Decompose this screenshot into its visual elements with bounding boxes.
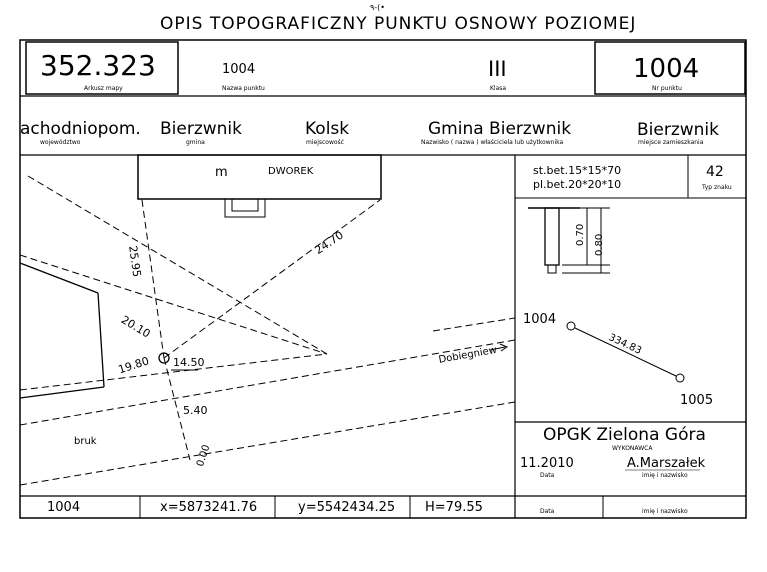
stamp-mark: ٩-(• [370, 3, 386, 12]
distance-label: 19.80 [116, 354, 151, 377]
coord-h: H=79.55 [425, 500, 483, 515]
marker-spec-1: st.bet.15*15*70 [533, 164, 622, 177]
point-number: 1004 [633, 54, 700, 84]
distance-label: 25.95 [126, 244, 144, 278]
check-name-label: imię i nazwisko [642, 508, 688, 515]
commune-label: gmina [186, 139, 205, 146]
point-number-label: Nr punktu [652, 85, 682, 92]
residence-label: miejsce zamieszkania [638, 139, 704, 146]
commune: Bierzwnik [160, 119, 243, 139]
voivodeship: achodniopom. [20, 119, 141, 139]
voivodeship-label: województwo [40, 139, 81, 146]
class-label: Klasa [490, 85, 507, 92]
locality: Kolsk [305, 119, 350, 139]
marker-spec-2: pl.bet.20*20*10 [533, 178, 622, 191]
residence: Bierzwnik [637, 120, 720, 140]
building-name: DWOREK [268, 166, 314, 177]
coord-y: y=5542434.25 [298, 500, 396, 515]
point-name: 1004 [222, 62, 256, 77]
building-symbol: m [215, 165, 228, 180]
owner: Gmina Bierzwnik [428, 119, 572, 139]
distance-label: 0.00 [195, 443, 213, 469]
distance-label: 20.10 [118, 313, 153, 341]
surface-label: bruk [74, 436, 97, 447]
coord-x: x=5873241.76 [160, 500, 258, 515]
coord-point: 1004 [47, 500, 81, 515]
sheet-number-label: Arkusz mapy [84, 85, 123, 92]
check-date-label: Data [540, 508, 555, 515]
road-direction-label: Dobiegniew [437, 344, 498, 366]
marker-type-label: Typ znaku [702, 184, 732, 191]
marker-type: 42 [706, 164, 724, 180]
survey-date: 11.2010 [520, 456, 574, 471]
surveyor-name-label: imię i nazwisko [642, 472, 688, 479]
point-label-1005: 1005 [680, 393, 714, 408]
survey-date-label: Data [540, 472, 555, 479]
owner-label: Nazwisko ( nazwa ) właściciela lub użytkownika [421, 139, 564, 146]
distance-label: 24.70 [312, 228, 346, 257]
distance-label: 14.50 [173, 356, 205, 369]
point-name-label: Nazwa punktu [222, 85, 265, 92]
sheet-number: 352.323 [40, 49, 156, 82]
contractor-label: WYKONAWCA [612, 445, 653, 452]
height-label: 0.70 [575, 223, 586, 246]
distance-label: 5.40 [183, 404, 208, 417]
height-label: 0.80 [594, 233, 605, 256]
link-distance: 334.83 [606, 332, 644, 357]
class-value: III [488, 57, 507, 81]
page-title: OPIS TOPOGRAFICZNY PUNKTU OSNOWY POZIOMEJ [160, 14, 637, 34]
surveyor-name: A.Marszałek [627, 456, 706, 471]
locality-label: miejscowość [306, 139, 344, 146]
point-label-1004: 1004 [523, 312, 557, 327]
contractor: OPGK Zielona Góra [543, 425, 706, 445]
